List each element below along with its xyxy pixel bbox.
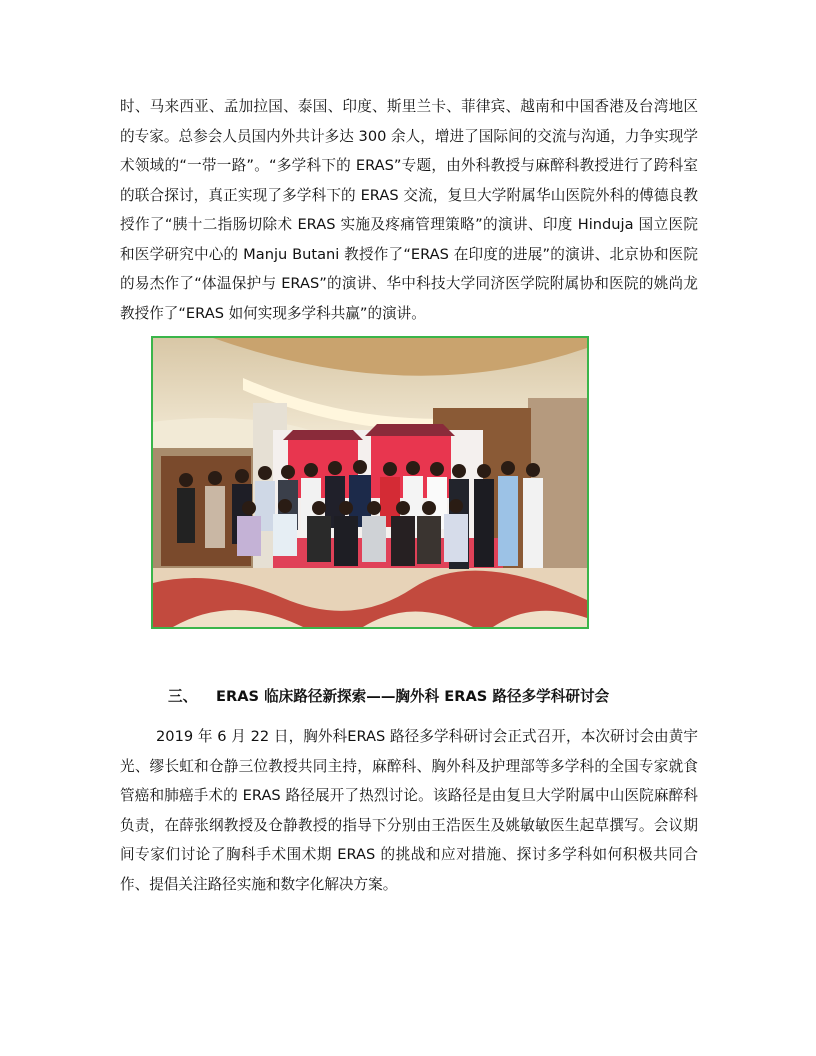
section-title: ERAS 临床路径新探索——胸外科 ERAS 路径多学科研讨会: [216, 688, 610, 705]
section-number: 三、: [168, 688, 198, 705]
section-heading-3: [0, 682, 816, 712]
group-photo: [151, 336, 589, 629]
body-paragraph-2: 2019 年 6 月 22 日，胸外科ERAS 路径多学科研讨会正式召开，本次研讨会由黄宇光、缪长虹和仓静三位教授共同主持，麻醉科、胸外科及护理部等多学科的全国专家就食管癌和肺癌手术的 ERAS 路径展开了热烈讨论。该路径是由复旦大学附属中山医院麻醉科负责，在薛张纲教授及仓静教授的指导下分别由王浩医生及姚敏敏医生起草撰写。会议期间专家们讨论了胸科手术围术期 ERAS 的挑战和应对措施、探讨多学科如何积极共同合作、提倡关注路径实施和数字化解决方案。: [120, 728, 698, 893]
body-paragraph-1: 时、马来西亚、孟加拉国、泰国、印度、斯里兰卡、菲律宾、越南和中国香港及台湾地区的专家。总参会人员国内外共计多达 300 余人，增进了国际间的交流与沟通，力争实现学术领域的“一带一路”。“多学科下的 ERAS”专题，由外科教授与麻醉科教授进行了跨科室的联合探讨，真正实现了多学科下的 ERAS 交流，复旦大学附属华山医院外科的傅德良教授作了“胰十二指肠切除术 ERAS 实施及疼痛管理策略”的演讲、印度 Hinduja 国立医院和医学研究中心的 Manju Butani 教授作了“ERAS 在印度的进展”的演讲、北京协和医院的易杰作了“体温保护与 ERAS”的演讲、华中科技大学同济医学院附属协和医院的姚尚龙教授作了“ERAS 如何实现多学科共赢”的演讲。: [120, 98, 698, 322]
